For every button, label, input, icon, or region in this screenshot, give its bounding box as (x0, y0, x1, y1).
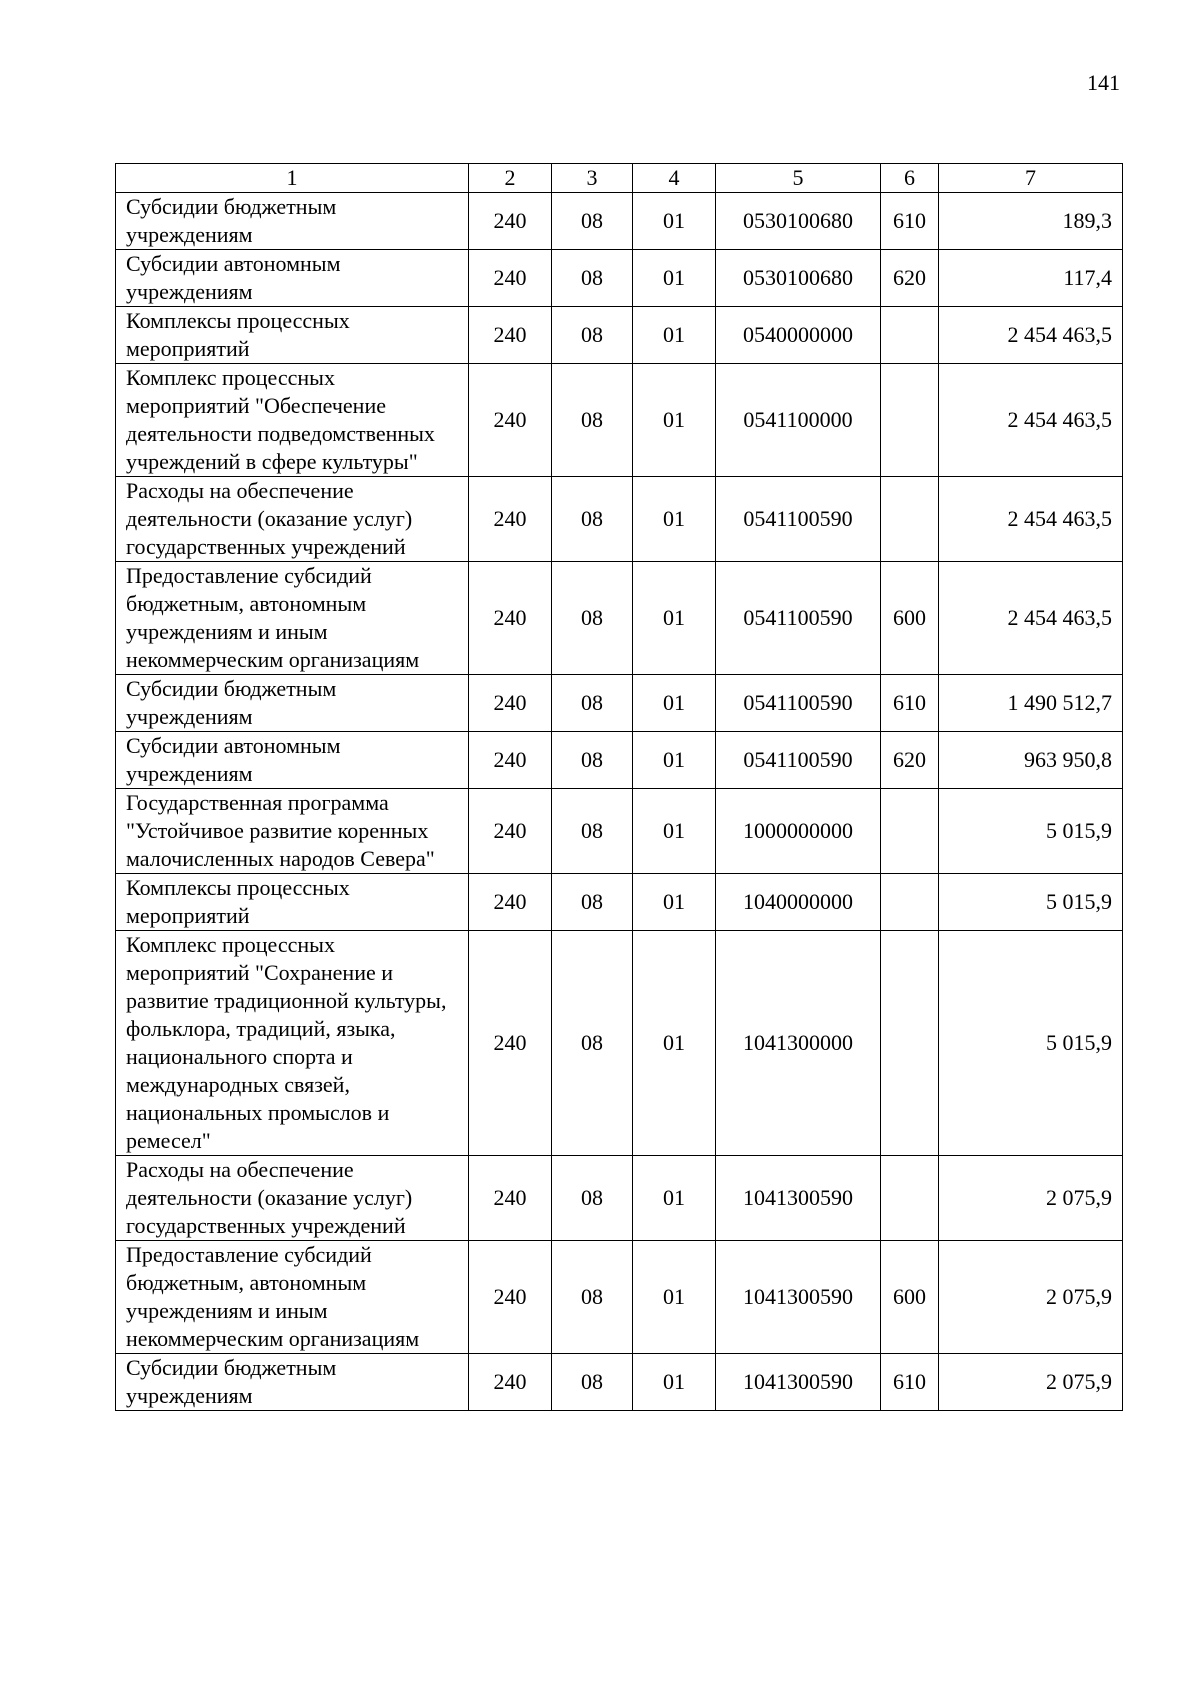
cell-col-2: 240 (469, 675, 552, 732)
cell-col-4: 01 (633, 732, 716, 789)
cell-col-6: 610 (881, 193, 939, 250)
cell-col-3: 08 (552, 789, 633, 874)
table-row (116, 1354, 1123, 1411)
cell-col-6: 620 (881, 732, 939, 789)
cell-col-5: 0530100680 (716, 250, 881, 307)
cell-col-4: 01 (633, 364, 716, 477)
cell-col-3: 08 (552, 874, 633, 931)
cell-col-2: 240 (469, 874, 552, 931)
cell-col-7: 5 015,9 (939, 931, 1123, 1156)
table-row (116, 562, 1123, 675)
header-row (116, 164, 1123, 193)
cell-col-3: 08 (552, 675, 633, 732)
cell-col-3: 08 (552, 193, 633, 250)
cell-col-5: 0541100000 (716, 364, 881, 477)
cell-col-4: 01 (633, 1241, 716, 1354)
cell-col-4: 01 (633, 675, 716, 732)
cell-description: Расходы на обеспечение деятельности (оказание услуг) государственных учреждений (116, 477, 469, 562)
header-cell-6: 6 (881, 164, 939, 193)
cell-col-5: 0541100590 (716, 477, 881, 562)
cell-col-6 (881, 874, 939, 931)
table-row (116, 789, 1123, 874)
cell-col-3: 08 (552, 931, 633, 1156)
cell-col-4: 01 (633, 874, 716, 931)
cell-col-5: 0541100590 (716, 732, 881, 789)
cell-col-2: 240 (469, 477, 552, 562)
table-row (116, 1156, 1123, 1241)
cell-col-6 (881, 1156, 939, 1241)
cell-col-2: 240 (469, 732, 552, 789)
cell-col-4: 01 (633, 1354, 716, 1411)
cell-col-6: 610 (881, 675, 939, 732)
cell-col-7: 1 490 512,7 (939, 675, 1123, 732)
cell-col-7: 2 075,9 (939, 1241, 1123, 1354)
cell-col-3: 08 (552, 364, 633, 477)
cell-col-6 (881, 364, 939, 477)
table-row (116, 1241, 1123, 1354)
cell-col-4: 01 (633, 250, 716, 307)
cell-col-3: 08 (552, 1354, 633, 1411)
header-cell-1: 1 (116, 164, 469, 193)
cell-col-5: 1041300590 (716, 1354, 881, 1411)
cell-col-3: 08 (552, 732, 633, 789)
cell-col-7: 189,3 (939, 193, 1123, 250)
cell-col-6: 620 (881, 250, 939, 307)
cell-col-5: 1041300590 (716, 1156, 881, 1241)
cell-col-7: 2 075,9 (939, 1354, 1123, 1411)
cell-col-5: 0530100680 (716, 193, 881, 250)
table-row (116, 931, 1123, 1156)
cell-col-7: 2 454 463,5 (939, 364, 1123, 477)
cell-col-4: 01 (633, 931, 716, 1156)
cell-description: Комплекс процессных мероприятий "Обеспечение деятельности подведомственных учреждений в сфере культуры" (116, 364, 469, 477)
cell-col-7: 963 950,8 (939, 732, 1123, 789)
cell-col-2: 240 (469, 1241, 552, 1354)
cell-col-2: 240 (469, 250, 552, 307)
table-header (116, 164, 1123, 193)
cell-col-4: 01 (633, 193, 716, 250)
cell-col-5: 0541100590 (716, 562, 881, 675)
budget-table (115, 163, 1123, 1411)
cell-col-2: 240 (469, 931, 552, 1156)
cell-col-7: 5 015,9 (939, 789, 1123, 874)
cell-description: Субсидии бюджетным учреждениям (116, 193, 469, 250)
cell-description: Субсидии автономным учреждениям (116, 250, 469, 307)
cell-col-7: 117,4 (939, 250, 1123, 307)
cell-description: Предоставление субсидий бюджетным, автономным учреждениям и иным некоммерческим организациям (116, 1241, 469, 1354)
cell-col-5: 0541100590 (716, 675, 881, 732)
cell-description: Расходы на обеспечение деятельности (оказание услуг) государственных учреждений (116, 1156, 469, 1241)
table-row (116, 193, 1123, 250)
cell-col-6 (881, 789, 939, 874)
header-cell-5: 5 (716, 164, 881, 193)
cell-col-5: 1041300590 (716, 1241, 881, 1354)
cell-col-3: 08 (552, 1241, 633, 1354)
cell-col-2: 240 (469, 307, 552, 364)
cell-description: Предоставление субсидий бюджетным, автономным учреждениям и иным некоммерческим организациям (116, 562, 469, 675)
cell-col-7: 2 075,9 (939, 1156, 1123, 1241)
cell-col-4: 01 (633, 477, 716, 562)
cell-description: Государственная программа "Устойчивое развитие коренных малочисленных народов Севера" (116, 789, 469, 874)
cell-col-3: 08 (552, 1156, 633, 1241)
cell-col-2: 240 (469, 1354, 552, 1411)
cell-description: Комплексы процессных мероприятий (116, 307, 469, 364)
cell-description: Комплексы процессных мероприятий (116, 874, 469, 931)
cell-col-5: 1040000000 (716, 874, 881, 931)
cell-col-4: 01 (633, 307, 716, 364)
cell-col-5: 1041300000 (716, 931, 881, 1156)
cell-col-2: 240 (469, 562, 552, 675)
cell-col-4: 01 (633, 562, 716, 675)
table-row (116, 364, 1123, 477)
table-row (116, 250, 1123, 307)
cell-col-3: 08 (552, 250, 633, 307)
cell-col-4: 01 (633, 1156, 716, 1241)
cell-col-6: 610 (881, 1354, 939, 1411)
table-row (116, 477, 1123, 562)
table-row (116, 874, 1123, 931)
cell-col-7: 2 454 463,5 (939, 562, 1123, 675)
cell-col-2: 240 (469, 193, 552, 250)
cell-col-2: 240 (469, 789, 552, 874)
cell-col-7: 2 454 463,5 (939, 307, 1123, 364)
table-body (116, 193, 1123, 1411)
table-row (116, 675, 1123, 732)
cell-description: Субсидии бюджетным учреждениям (116, 675, 469, 732)
cell-col-3: 08 (552, 477, 633, 562)
cell-col-2: 240 (469, 1156, 552, 1241)
cell-col-6: 600 (881, 562, 939, 675)
cell-col-6: 600 (881, 1241, 939, 1354)
header-cell-7: 7 (939, 164, 1123, 193)
cell-col-6 (881, 307, 939, 364)
table-row (116, 732, 1123, 789)
cell-col-5: 1000000000 (716, 789, 881, 874)
cell-col-5: 0540000000 (716, 307, 881, 364)
cell-description: Субсидии автономным учреждениям (116, 732, 469, 789)
cell-description: Субсидии бюджетным учреждениям (116, 1354, 469, 1411)
header-cell-2: 2 (469, 164, 552, 193)
cell-description: Комплекс процессных мероприятий "Сохранение и развитие традиционной культуры, фольклора, традиций, языка, национального спорта и международных связей, национальных промыслов и ремесел" (116, 931, 469, 1156)
cell-col-7: 5 015,9 (939, 874, 1123, 931)
cell-col-6 (881, 477, 939, 562)
cell-col-7: 2 454 463,5 (939, 477, 1123, 562)
cell-col-2: 240 (469, 364, 552, 477)
page-number: 141 (1087, 70, 1120, 95)
cell-col-6 (881, 931, 939, 1156)
header-cell-4: 4 (633, 164, 716, 193)
cell-col-3: 08 (552, 307, 633, 364)
cell-col-4: 01 (633, 789, 716, 874)
table-row (116, 307, 1123, 364)
cell-col-3: 08 (552, 562, 633, 675)
header-cell-3: 3 (552, 164, 633, 193)
